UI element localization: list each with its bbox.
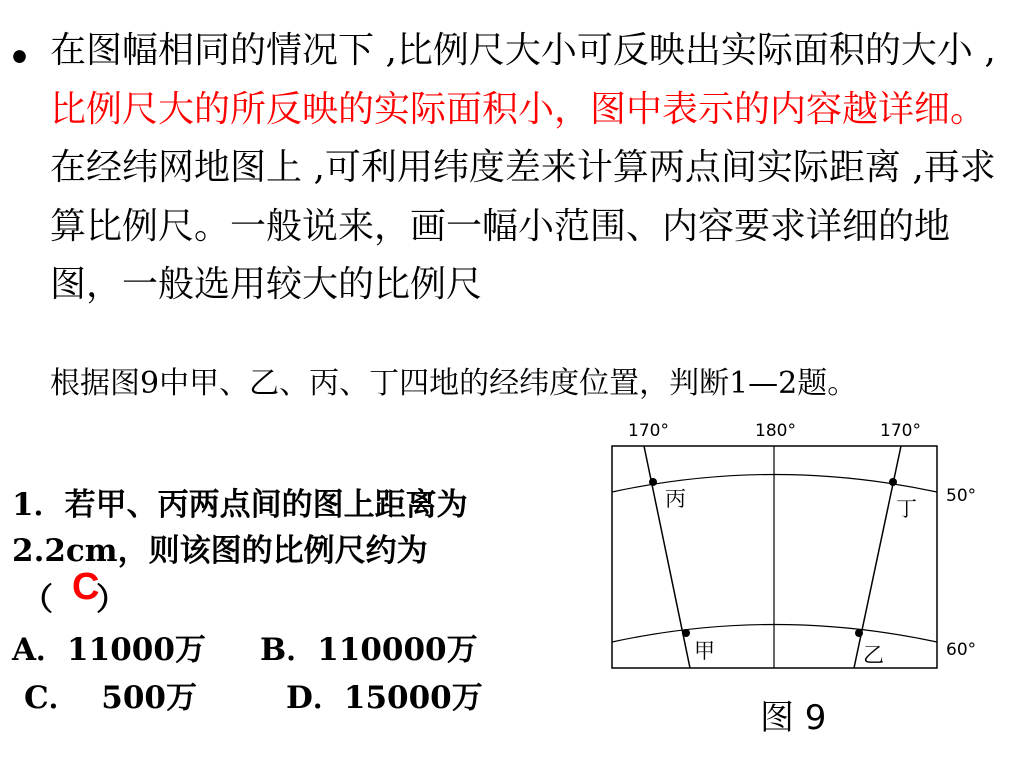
paragraph-highlight: 比例尺大的所反映的实际面积小，图中表示的内容越详细。 (50, 88, 987, 130)
answer-paren-open: （ (22, 582, 53, 618)
option-c: C． 500万 (24, 680, 197, 716)
paragraph-text-2: 在经纬网地图上 ,可利用纬度差来计算两点间实际距离 ,再求算比例尺。一般说来，画一幅小范围、内容要求详细的地图，一般选用较大的比例尺 (50, 147, 996, 305)
label-yi: 乙 (863, 643, 884, 667)
lon-label-right: 170° (880, 421, 921, 441)
main-paragraph (50, 22, 1020, 315)
point-ding (889, 478, 897, 486)
point-bing (649, 478, 657, 486)
lon-label-mid: 180° (755, 421, 796, 441)
option-b: B．110000万 (260, 632, 478, 668)
option-a: A．11000万 (12, 632, 206, 668)
lat-label-50: 50° (946, 486, 977, 506)
label-ding: 丁 (896, 497, 917, 521)
options-row-1 (12, 626, 483, 674)
answer-options (12, 626, 483, 722)
label-jia: 甲 (694, 639, 715, 663)
lon-label-left: 170° (628, 421, 669, 441)
point-yi (855, 629, 863, 637)
question-line-1: 1．若甲、丙两点间的图上距离为 (12, 487, 468, 523)
bullet-point: • (8, 37, 32, 79)
graticule-map (600, 412, 1000, 687)
paragraph-text-1: 在图幅相同的情况下 ,比例尺大小可反映出实际面积的大小 , (50, 30, 996, 71)
answer-paren-close: ） (96, 582, 127, 618)
lat-label-60: 60° (946, 640, 977, 660)
question-1 (12, 482, 468, 574)
question-line-2: 2.2cm，则该图的比例尺约为 (12, 533, 428, 569)
figure-caption: 图 9 (760, 698, 827, 738)
option-d: D．15000万 (286, 680, 483, 716)
question-intro: 根据图9中甲、乙、丙、丁四地的经纬度位置，判断1—2题。 (50, 366, 858, 401)
label-bing: 丙 (665, 487, 686, 511)
options-row-2 (12, 674, 483, 722)
point-jia (682, 629, 690, 637)
answer-letter: C (72, 566, 100, 608)
